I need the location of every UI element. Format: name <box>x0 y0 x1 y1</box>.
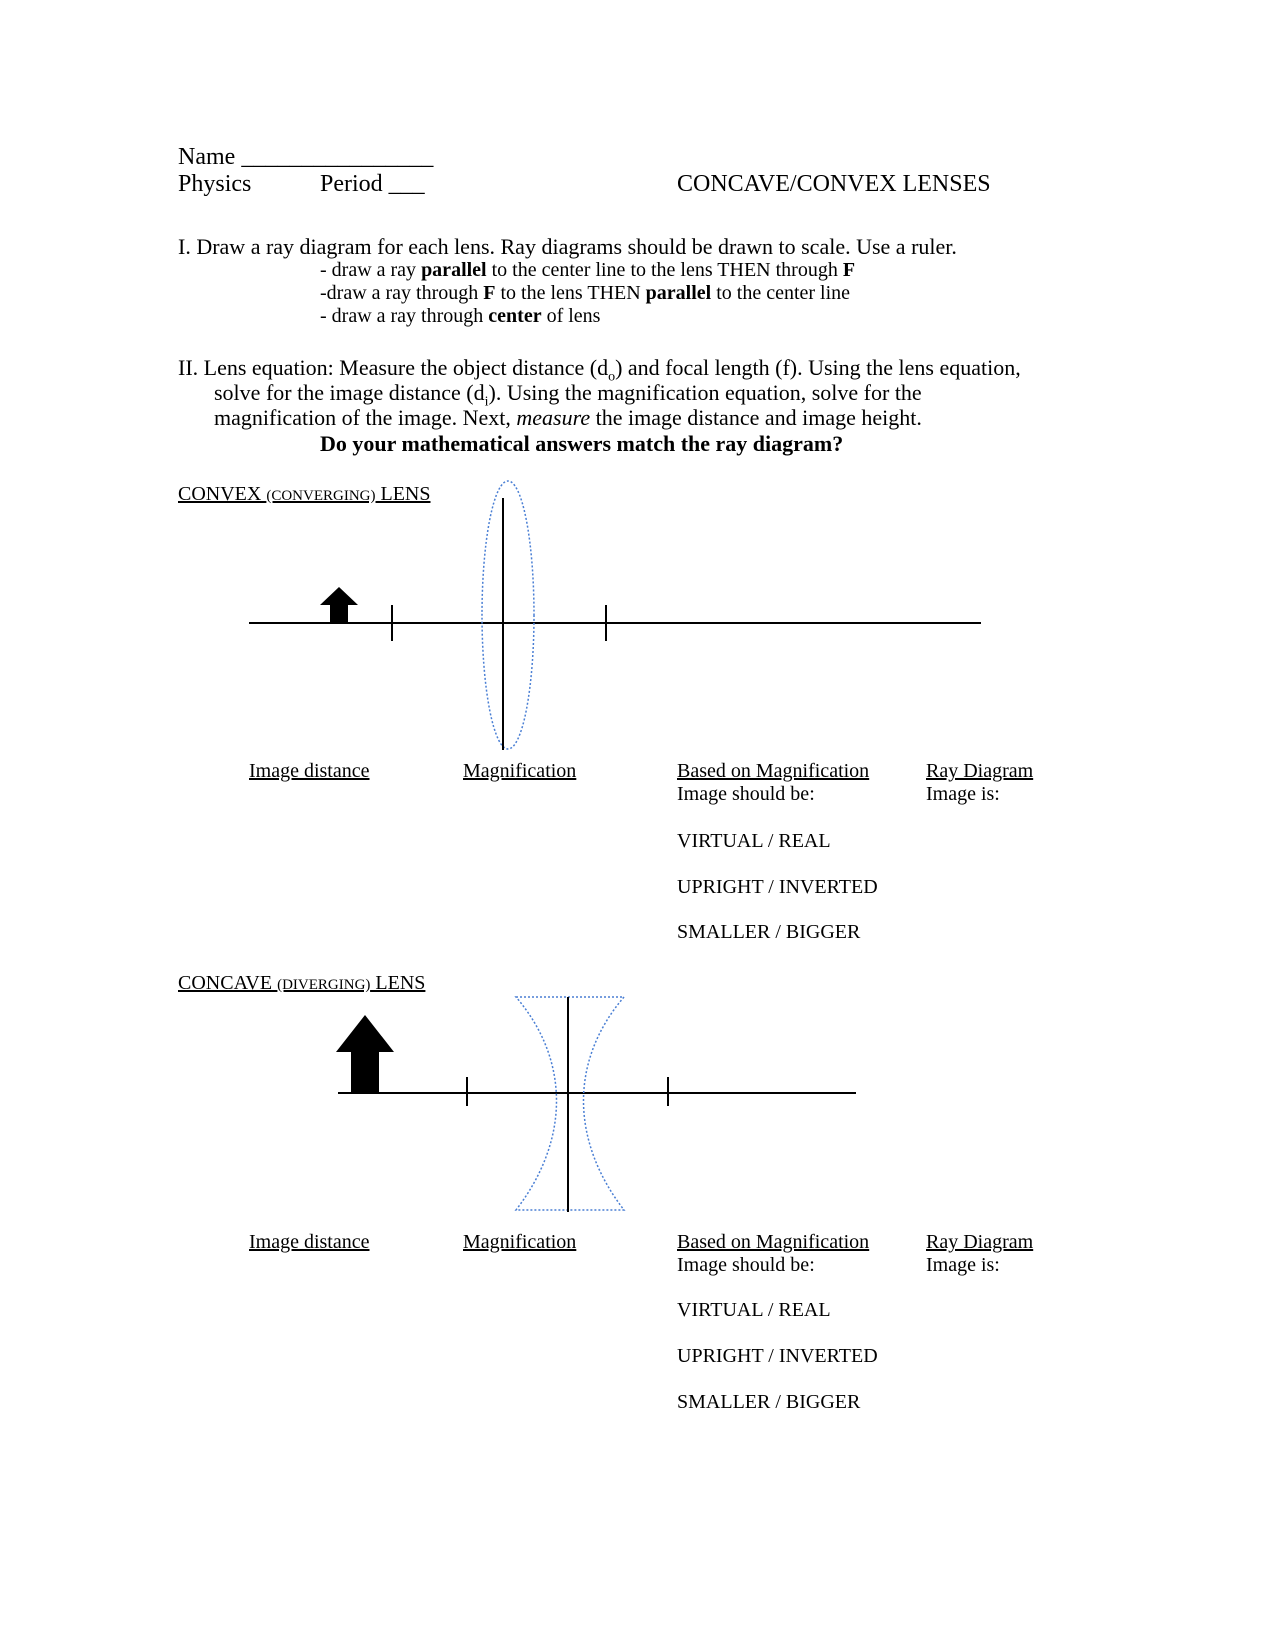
concave-magnification-label: Magnification <box>463 1231 577 1253</box>
convex-lens-title: CONVEX (CONVERGING) LENS <box>178 483 431 505</box>
name-blank: ________________ <box>241 144 434 170</box>
concave-option-smaller-bigger: SMALLER / BIGGER <box>677 1391 861 1413</box>
concave-based-on-label: Based on Magnification <box>677 1231 870 1253</box>
concave-lens-outline <box>516 997 624 1210</box>
section2-line-1: II. Lens equation: Measure the object distance $(d_o)$ and focal length (f). Using the lens equation, <box>178 355 1021 385</box>
instruction-step-2: -draw a ray through F to the lens THEN parallel to the center line <box>320 282 851 304</box>
convex-ray-diagram-label: Ray Diagram <box>926 760 1034 782</box>
subject-label: Physics <box>178 171 252 197</box>
concave-object-arrow <box>336 1015 394 1093</box>
instruction-step-1: - draw a ray parallel to the center line to the lens THEN through F <box>320 259 856 281</box>
period-label: Period <box>320 171 383 197</box>
section2-line-2: solve for the image distance $(d_i)$. Using the magnification equation, solve for the <box>214 380 922 410</box>
convex-option-virtual-real: VIRTUAL / REAL <box>677 830 831 852</box>
convex-option-smaller-bigger: SMALLER / BIGGER <box>677 921 861 943</box>
concave-image-is-label: Image is: <box>926 1254 1000 1276</box>
concave-option-upright-inverted: UPRIGHT / INVERTED <box>677 1345 878 1367</box>
section2-question: Do your mathematical answers match the ray diagram? <box>320 431 844 456</box>
instruction-step-3: - draw a ray through center of lens <box>320 305 601 327</box>
convex-should-be-label: Image should be: <box>677 783 815 805</box>
convex-image-distance-label: Image distance <box>249 760 370 782</box>
concave-image-distance-label: Image distance <box>249 1231 370 1253</box>
concave-should-be-label: Image should be: <box>677 1254 815 1276</box>
convex-based-on-label: Based on Magnification <box>677 760 870 782</box>
section1-heading: I. Draw a ray diagram for each lens. Ray diagrams should be drawn to scale. Use a ruler. <box>178 234 957 259</box>
concave-ray-diagram-label: Ray Diagram <box>926 1231 1034 1253</box>
page-title: CONCAVE/CONVEX LENSES <box>677 171 991 197</box>
period-blank: ___ <box>388 171 425 197</box>
convex-image-is-label: Image is: <box>926 783 1000 805</box>
convex-option-upright-inverted: UPRIGHT / INVERTED <box>677 876 878 898</box>
concave-lens-title: CONCAVE (DIVERGING) LENS <box>178 972 426 994</box>
section2-line-3: magnification of the image. Next, measure the image distance and image height. <box>214 405 922 430</box>
concave-option-virtual-real: VIRTUAL / REAL <box>677 1299 831 1321</box>
name-label: Name <box>178 144 236 170</box>
convex-magnification-label: Magnification <box>463 760 577 782</box>
